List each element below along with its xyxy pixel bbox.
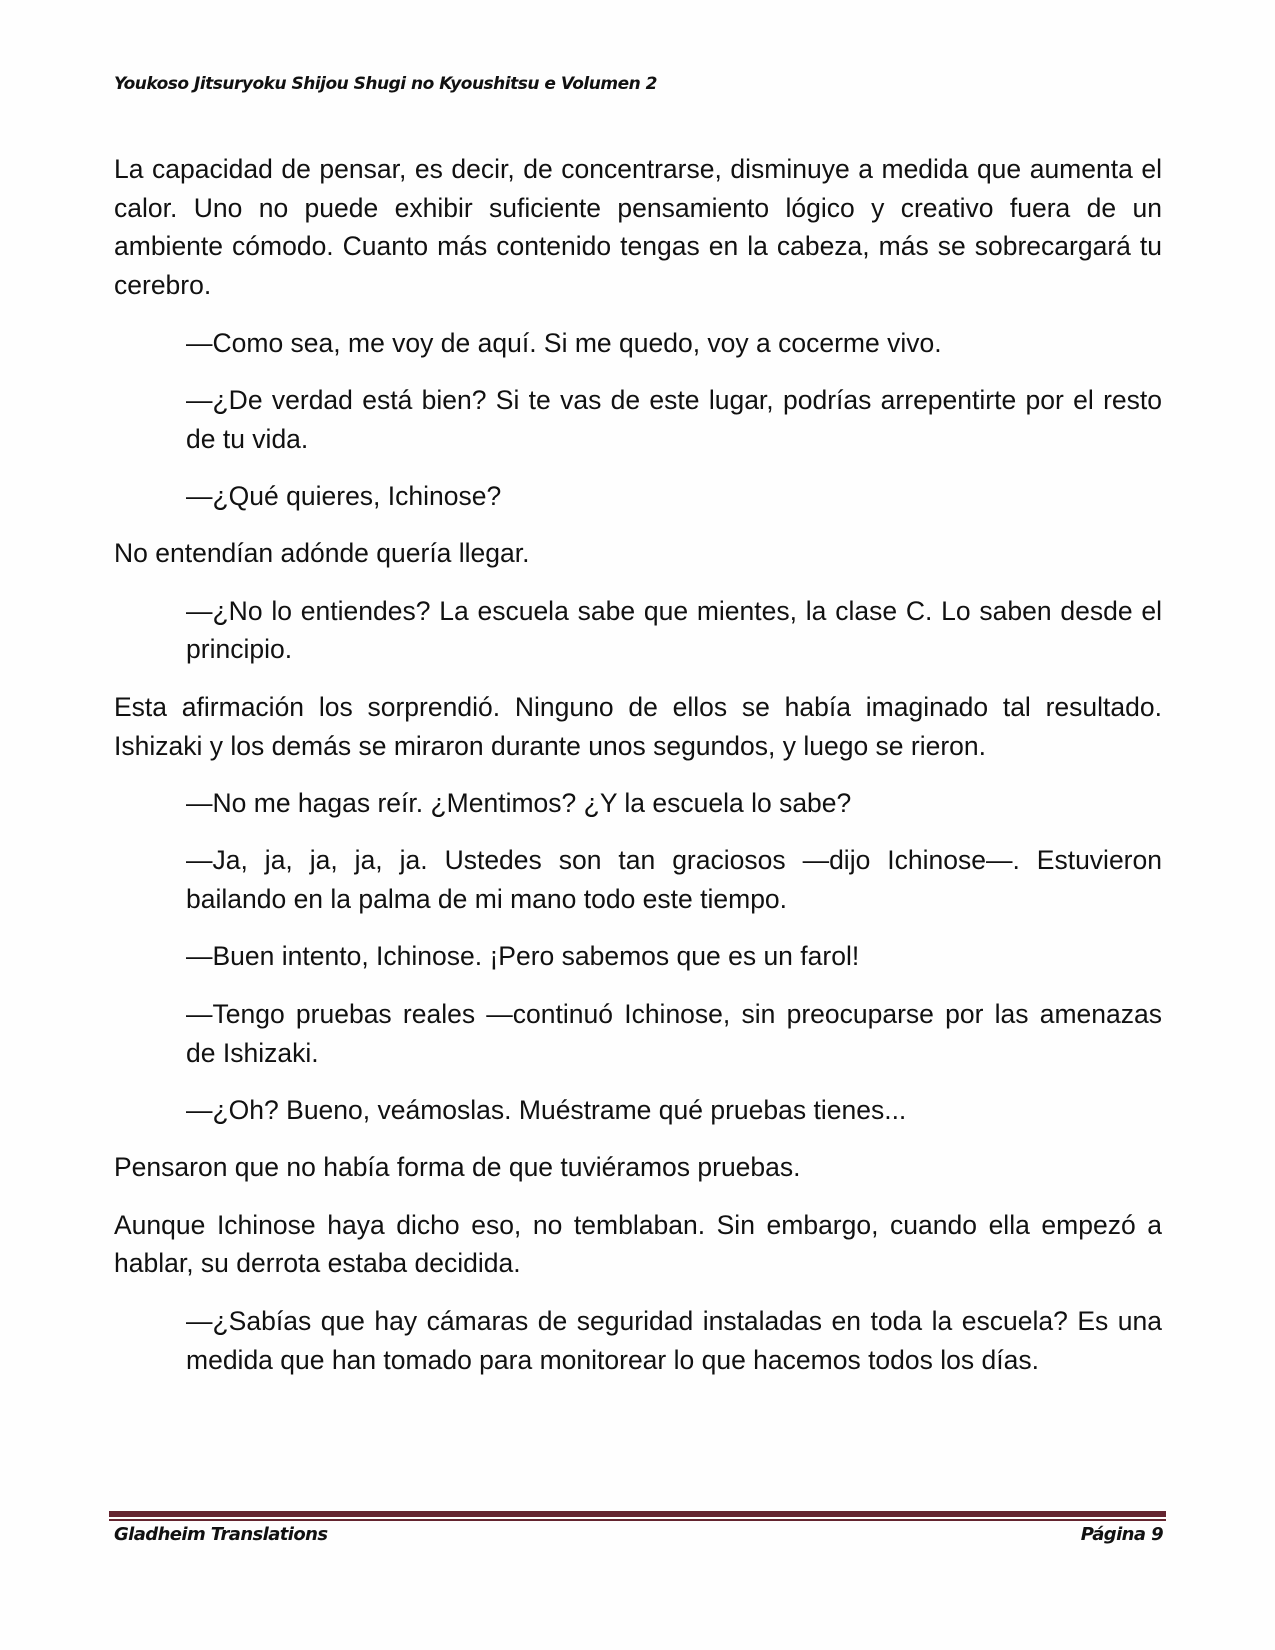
footer-translator-credit: Gladheim Translations <box>114 1524 328 1545</box>
paragraph-narration: La capacidad de pensar, es decir, de concentrarse, disminuye a medida que aumenta el calor. Uno no puede exhibir suficiente pensamiento lógico y creativo fuera de un ambiente cómodo. Cuanto más contenido tengas en la cabeza, más se sobrecargará tu cerebro. <box>114 154 1162 301</box>
paragraph-dialog: —¿De verdad está bien? Si te vas de este lugar, podrías arrepentirte por el resto de tu vida. <box>186 384 1162 454</box>
paragraph-dialog: —¿Sabías que hay cámaras de seguridad instaladas en toda la escuela? Es una medida que han tomado para monitorear lo que hacemos todos los días. <box>186 1305 1162 1375</box>
body-text <box>114 150 1162 1398</box>
footer-rule-thin <box>109 1519 1166 1521</box>
paragraph-dialog: —No me hagas reír. ¿Mentimos? ¿Y la escuela lo sabe? <box>186 787 852 818</box>
paragraph-narration: Pensaron que no había forma de que tuviéramos pruebas. <box>114 1152 801 1183</box>
paragraph-dialog: —Ja, ja, ja, ja, ja. Ustedes son tan graciosos —dijo Ichinose—. Estuvieron bailando en la palma de mi mano todo este tiempo. <box>186 845 1162 915</box>
paragraph-dialog: —Buen intento, Ichinose. ¡Pero sabemos que es un farol! <box>186 941 860 972</box>
running-header-title: Youkoso Jitsuryoku Shijou Shugi no Kyoushitsu e Volumen 2 <box>114 74 657 94</box>
paragraph-narration: Esta afirmación los sorprendió. Ninguno de ellos se había imaginado tal resultado. Ishizaki y los demás se miraron durante unos segundos, y luego se rieron. <box>114 691 1162 761</box>
paragraph-narration: No entendían adónde quería llegar. <box>114 538 530 569</box>
paragraph-dialog: —Tengo pruebas reales —continuó Ichinose, sin preocuparse por las amenazas de Ishizaki. <box>186 998 1162 1068</box>
paragraph-dialog: —¿Qué quieres, Ichinose? <box>186 480 502 511</box>
paragraph-dialog: —¿Oh? Bueno, veámoslas. Muéstrame qué pruebas tienes... <box>186 1094 907 1125</box>
paragraph-dialog: —Como sea, me voy de aquí. Si me quedo, voy a cocerme vivo. <box>186 327 942 358</box>
footer-page-number: Página 9 <box>1080 1524 1163 1545</box>
paragraph-narration: Aunque Ichinose haya dicho eso, no temblaban. Sin embargo, cuando ella empezó a hablar, su derrota estaba decidida. <box>114 1209 1162 1279</box>
footer-rule-thick <box>109 1511 1166 1517</box>
paragraph-dialog: —¿No lo entiendes? La escuela sabe que mientes, la clase C. Lo saben desde el principio. <box>186 595 1162 665</box>
